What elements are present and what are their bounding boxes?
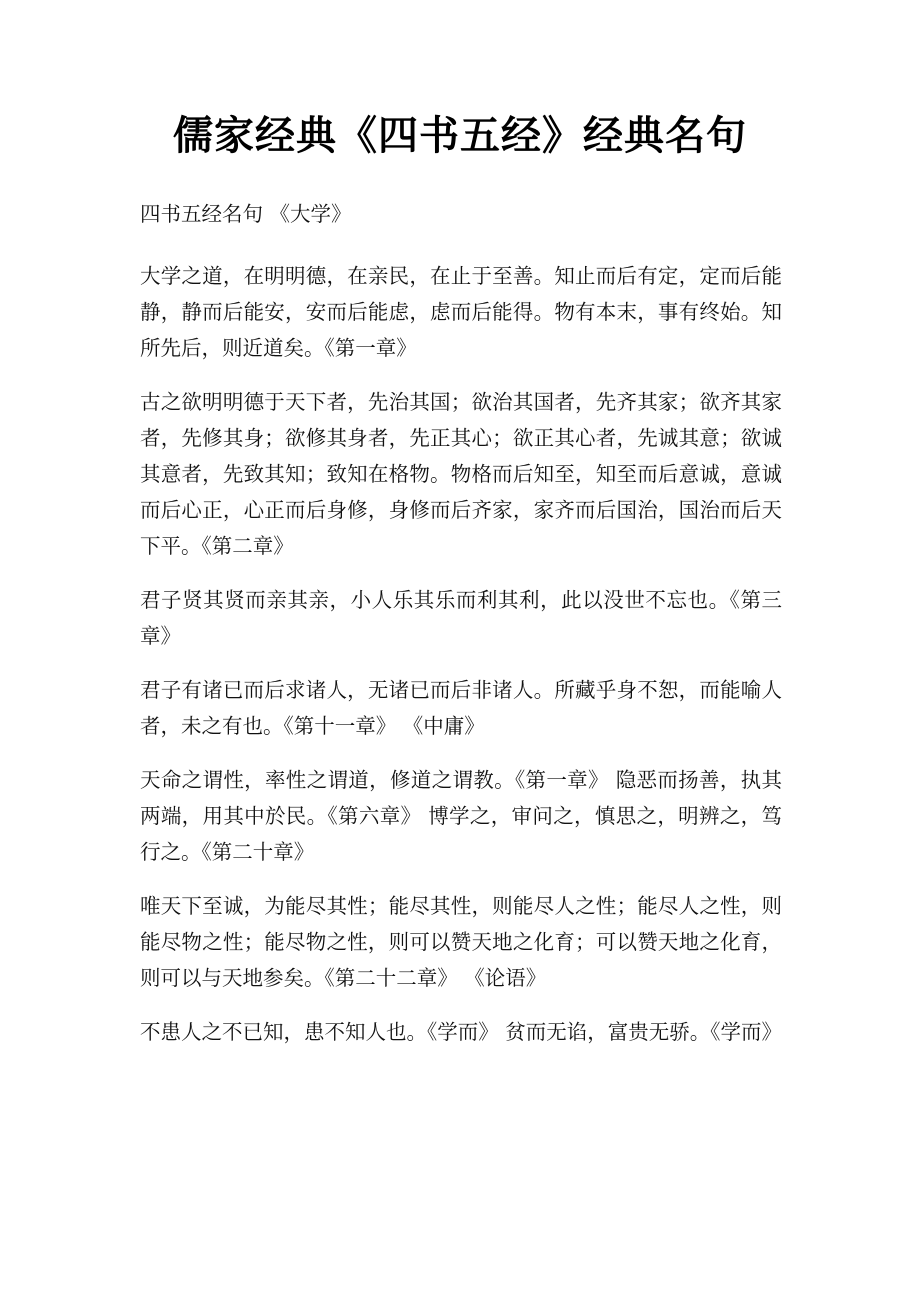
paragraph: 君子有诸已而后求诸人，无诸已而后非诸人。所藏乎身不恕，而能喻人者，未之有也。《第十一章》 《中庸》 [140, 678, 782, 738]
paragraph: 古之欲明明德于天下者，先治其国；欲治其国者，先齐其家；欲齐其家者，先修其身；欲修其身者，先正其心；欲正其心者，先诚其意；欲诚其意者，先致其知；致知在格物。物格而后知至，知至而后意诚，意诚而后心正，心正而后身修，身修而后齐家，家齐而后国治，国治而后天下平。《第二章》 [140, 390, 782, 558]
section-heading: 四书五经名句 《大学》 [140, 202, 352, 226]
paragraph: 大学之道，在明明德，在亲民，在止于至善。知止而后有定，定而后能静，静而后能安，安而后能虑，虑而后能得。物有本末，事有终始。知所先后，则近道矣。《第一章》 [140, 264, 782, 360]
paragraph: 不患人之不已知，患不知人也。《学而》 贫而无谄，富贵无骄。《学而》 [140, 1020, 783, 1044]
paragraph: 君子贤其贤而亲其亲，小人乐其乐而利其利，此以没世不忘也。《第三章》 [140, 588, 782, 648]
document-body [140, 196, 782, 1068]
document-title: 儒家经典《四书五经》经典名句 [173, 112, 747, 159]
paragraph: 天命之谓性，率性之谓道，修道之谓教。《第一章》 隐恶而扬善，执其两端，用其中於民。《第六章》 博学之，审问之，慎思之，明辨之，笃行之。《第二十章》 [140, 768, 782, 864]
paragraph: 唯天下至诚，为能尽其性；能尽其性，则能尽人之性；能尽人之性，则能尽物之性；能尽物之性，则可以赞天地之化育；可以赞天地之化育，则可以与天地参矣。《第二十二章》 《论语》 [140, 894, 782, 990]
